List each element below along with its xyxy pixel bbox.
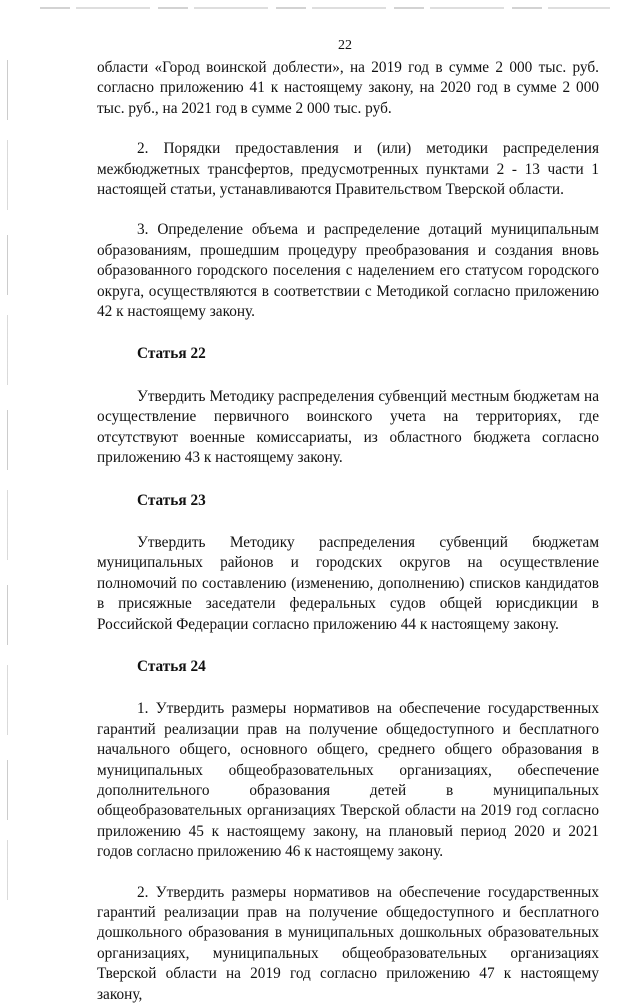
- paragraph-2: 2. Порядки предоставления и (или) методики распределения межбюджетных трансфертов, предусмотренных пунктами 2 - 13 части 1 настоящей статьи, устанавливаются Правительством Тверской области.: [97, 140, 599, 199]
- paragraph-continuation: области «Город воинской доблести», на 2019 год в сумме 2 000 тыс. руб. согласно приложению 41 к настоящему закону, на 2020 год в сумме 2 000 тыс. руб., на 2021 год в сумме 2 000 тыс. руб.: [97, 59, 599, 117]
- article-22-heading: Статья 22: [137, 345, 206, 363]
- article-24-paragraph-1: 1. Утвердить размеры нормативов на обеспечение государственных гарантий реализации прав на получение общедоступного и бесплатного начального общего, основного общего, среднего общего образования в муниципальных общеобразовательных организациях, обеспечение дополнительного образования детей в муниципальных общеобразовательных организациях Тверской области на 2019 год согласно приложению 45 к настоящему закону, на плановый период 2020 и 2021 годов согласно приложению 46 к настоящему закону.: [97, 700, 599, 861]
- article-23-text: Утвердить Методику распределения субвенций бюджетам муниципальных районов и городских округов на осуществление полномочий по составлению (изменению, дополнению) списков кандидатов в присяжные заседатели федеральных судов общей юрисдикции в Российской Федерации согласно приложению 44 к настоящему закону.: [97, 533, 599, 633]
- article-23-heading: Статья 23: [137, 491, 206, 509]
- scan-artifact-left: [7, 60, 8, 900]
- scan-artifact-top: [40, 7, 610, 9]
- document-body: [97, 58, 599, 1005]
- page-number: 22: [338, 38, 352, 53]
- article-24-heading: Статья 24: [137, 657, 206, 675]
- article-24-paragraph-2: 2. Утвердить размеры нормативов на обеспечение государственных гарантий реализации прав на получение общедоступного и бесплатного дошкольного образования в муниципальных дошкольных образовательных организациях, муниципальных общеобразовательных организациях Тверской области на 2019 год согласно приложению 47 к настоящему закону,: [97, 883, 599, 1003]
- paragraph-3: 3. Определение объема и распределение дотаций муниципальным образованиям, прошедшим процедуру преобразования и создания вновь образованного городского поселения с наделением его статусом городского округа, осуществляются в соответствии с Методикой согласно приложению 42 к настоящему закону.: [97, 221, 599, 321]
- article-22-text: Утвердить Методику распределения субвенций местным бюджетам на осуществление первичного воинского учета на территориях, где отсутствуют военные комиссариаты, из областного бюджета согласно приложению 43 к настоящему закону.: [97, 387, 599, 467]
